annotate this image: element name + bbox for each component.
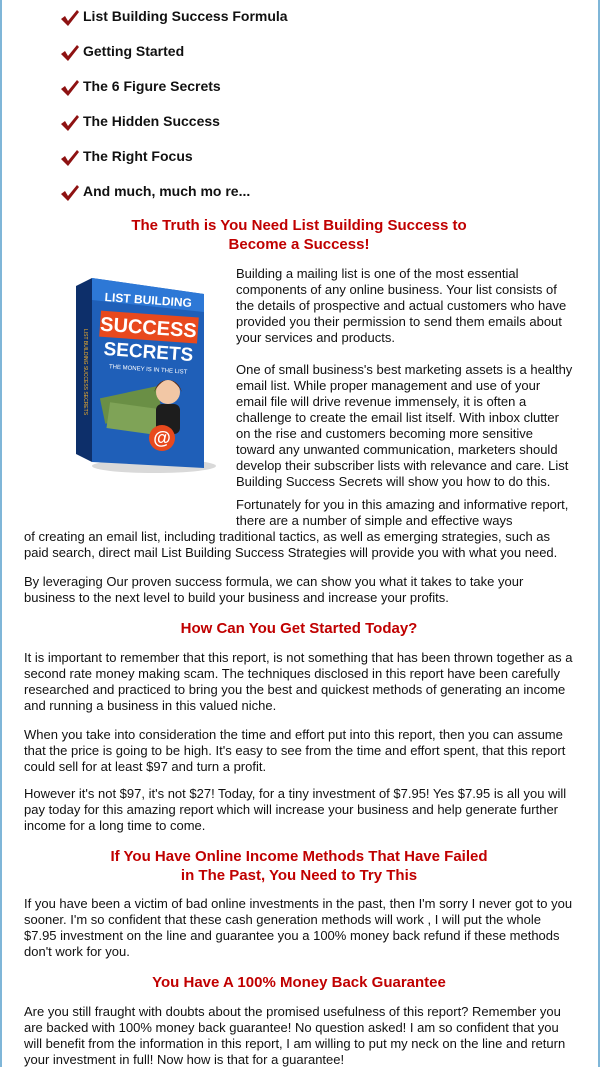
heading-truth-line2: Become a Success! <box>228 236 370 253</box>
paragraph-fortunately-part2: of creating an email list, including traditional tactics, as well as emerging strategies, such as paid search, direct mail List Building Success Strategies will provide you with what you need. <box>24 529 558 560</box>
page-border-left <box>0 0 2 1067</box>
paragraph-failed: If you have been a victim of bad online investments in the past, then I'm sorry I never got to you sooner. I'm so confident that these cash generation methods will work , I will put the whole $7.95 investment on the line and guarantee you a 100% money back refund if these methods don't work for you. <box>24 896 573 959</box>
checklist-item-label: The Right Focus <box>83 148 193 164</box>
paragraph-report-quality: It is important to remember that this report, is not something that has been thrown together as a second rate money making scam. The techniques disclosed in this report have been carefully researched and practiced to bring you the best and quickest methods of generating an income and running a business in this valued niche. <box>24 650 573 713</box>
paragraph-leveraging: By leveraging Our proven success formula, we can show you what it takes to take your business to the next level to build your business and increase your profits. <box>24 574 524 605</box>
checklist-item <box>60 76 288 111</box>
heading-truth-line1: The Truth is You Need List Building Success to <box>131 217 467 234</box>
checklist-item-label: Getting Started <box>83 43 185 59</box>
book-title-bottom: SECRETS <box>102 338 194 367</box>
paragraph-intro: Building a mailing list is one of the most essential components of any online business. Your list consists of the details of prospective and actual customers who have provided you their permission to send them emails about your services and products. <box>236 266 567 345</box>
heading-guarantee: You Have A 100% Money Back Guarantee <box>152 974 446 991</box>
book-tagline: THE MONEY IS IN THE LIST <box>108 364 188 376</box>
heading-failed-line1: If You Have Online Income Methods That Have Failed <box>110 848 488 865</box>
checkmark-icon <box>60 78 80 98</box>
book-title-mid: SUCCESS <box>99 313 198 343</box>
book-title-top: LIST BUILDING <box>104 289 193 311</box>
checkmark-icon <box>60 183 80 203</box>
svg-text:@: @ <box>153 428 171 448</box>
paragraph-price-value: When you take into consideration the time and effort put into this report, then you can assume that the price is going to be high. It's easy to see from the time and effort spent, that this report could sell for at least $97 and turn a profit. <box>24 727 566 774</box>
book-cover-image <box>56 272 224 477</box>
checklist-item <box>60 111 288 146</box>
checklist-item-label: List Building Success Formula <box>83 8 288 24</box>
paragraph-email-assets: One of small business's best marketing assets is a healthy email list. While proper management and use of your email file will drive revenue immensely, it is often a challenge to create the email list itself. With inbox clutter on the rise and customers becoming more sensitive toward any unwanted communication, marketers should develop their subscriber lists with relevance and care. List Building Success Secrets will show you how to do this. <box>236 362 573 489</box>
feature-checklist <box>60 6 288 216</box>
heading-started: How Can You Get Started Today? <box>180 620 418 637</box>
checklist-item-label: The Hidden Success <box>83 113 220 129</box>
checkmark-icon <box>60 8 80 28</box>
paragraph-fortunately-part1: Fortunately for you in this amazing and informative report, there are a number of simple and effective ways <box>236 497 569 528</box>
checklist-item-label: The 6 Figure Secrets <box>83 78 221 94</box>
checklist-item <box>60 6 288 41</box>
checklist-item <box>60 146 288 181</box>
paragraph-price-offer: However it's not $97, it's not $27! Today, for a tiny investment of $7.95! Yes $7.95 is all you will pay today for this amazing report which will increase your business and help generate further income for a long time to come. <box>24 786 567 833</box>
checklist-item <box>60 181 288 216</box>
paragraph-guarantee: Are you still fraught with doubts about the promised usefulness of this report? Remember you are backed with 100% money back guarantee! No question asked! I am so confident that you will benefit from the information in this report, I am willing to put my neck on the line and return your investment in full! Now how is that for a guarantee! <box>24 1004 566 1067</box>
checklist-item <box>60 41 288 76</box>
checkmark-icon <box>60 113 80 133</box>
heading-failed <box>24 847 574 885</box>
book-spine-text: LIST BUILDING SUCCESS SECRETS <box>82 328 88 416</box>
checkmark-icon <box>60 43 80 63</box>
heading-failed-line2: in The Past, You Need to Try This <box>180 867 418 884</box>
heading-truth <box>24 216 574 254</box>
checklist-item-label: And much, much mo re... <box>83 183 251 199</box>
checkmark-icon <box>60 148 80 168</box>
